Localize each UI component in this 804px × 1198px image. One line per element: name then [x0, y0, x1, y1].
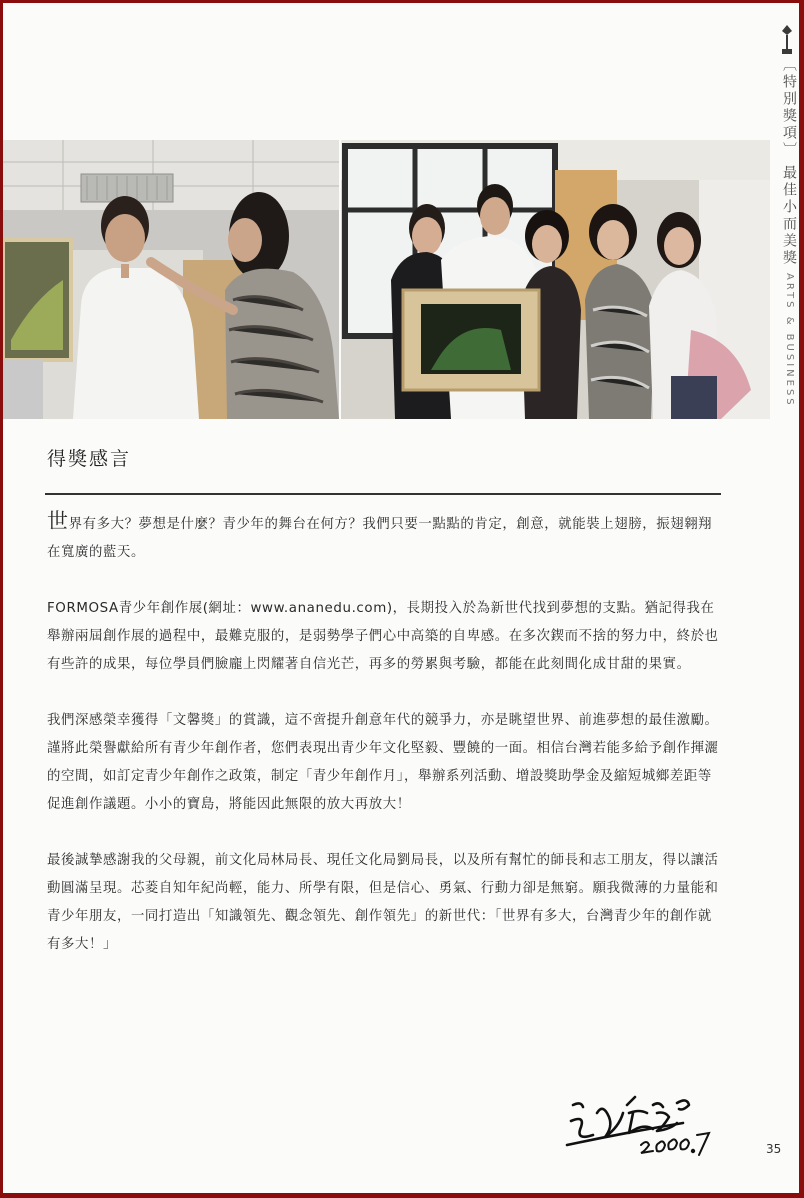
section-english-label: ARTS & BUSINESS: [784, 273, 795, 408]
magazine-page: [3, 3, 799, 1193]
photo-strip: [3, 140, 770, 419]
decorative-emblem-icon: [781, 25, 793, 59]
title-divider: [45, 493, 721, 495]
paragraph-text: 界有多大？夢想是什麼？青少年的舞台在何方？我們只要一點點的肯定，創意，就能裝上翅膀，振翅翱翔在寬廣的藍天。: [47, 517, 713, 560]
paragraph: [47, 507, 725, 567]
section-title: 得獎感言: [47, 448, 132, 470]
page-number: 35: [766, 1142, 782, 1156]
paragraph: 最後誠摯感謝我的父母親，前文化局林局長、現任文化局劉局長，以及所有幫忙的師長和志工朋友，得以讓活動圓滿呈現。芯菱自知年紀尚輕，能力、所學有限，但是信心、勇氣、行動力卻是無窮。願我微薄的力量能和青少年朋友，一同打造出「知識領先、觀念領先、創作領先」的新世代：「世界有多大，台灣青少年的創作就有多大！」: [47, 853, 719, 952]
photo-award-ceremony-left: [3, 140, 339, 419]
handwritten-signature: [563, 1083, 713, 1167]
award-category: 〔特別獎項〕: [781, 57, 797, 159]
award-name: 最佳小而美獎: [781, 165, 797, 267]
article-body: [47, 507, 725, 987]
side-caption: [773, 57, 799, 408]
paragraph-drop-cap: 世: [47, 509, 69, 533]
paragraph: 我們深感榮幸獲得「文馨獎」的賞識，這不啻提升創意年代的競爭力，亦是眺望世界、前進夢想的最佳激勵。謹將此榮譽獻給所有青少年創作者，您們表現出青少年文化堅毅、豐饒的一面。相信台灣若能多給予創作揮灑的空間，如訂定青少年創作之政策，制定「青少年創作月」，舉辦系列活動、增設獎助學金及縮短城鄉差距等促進創作議題。小小的寶島，將能因此無限的放大再放大！: [47, 713, 719, 812]
paragraph: FORMOSA青少年創作展(網址：www.ananedu.com)，長期投入於為新世代找到夢想的支點。猶記得我在舉辦兩屆創作展的過程中，最難克服的，是弱勢學子們心中高築的自卑感。在多次鍥而不捨的努力中，終於也有些許的成果，每位學員們臉龐上閃耀著自信光芒，再多的勞累與考驗，都能在此刻間化成甘甜的果實。: [47, 601, 719, 672]
photo-group-portrait-right: [341, 140, 770, 419]
